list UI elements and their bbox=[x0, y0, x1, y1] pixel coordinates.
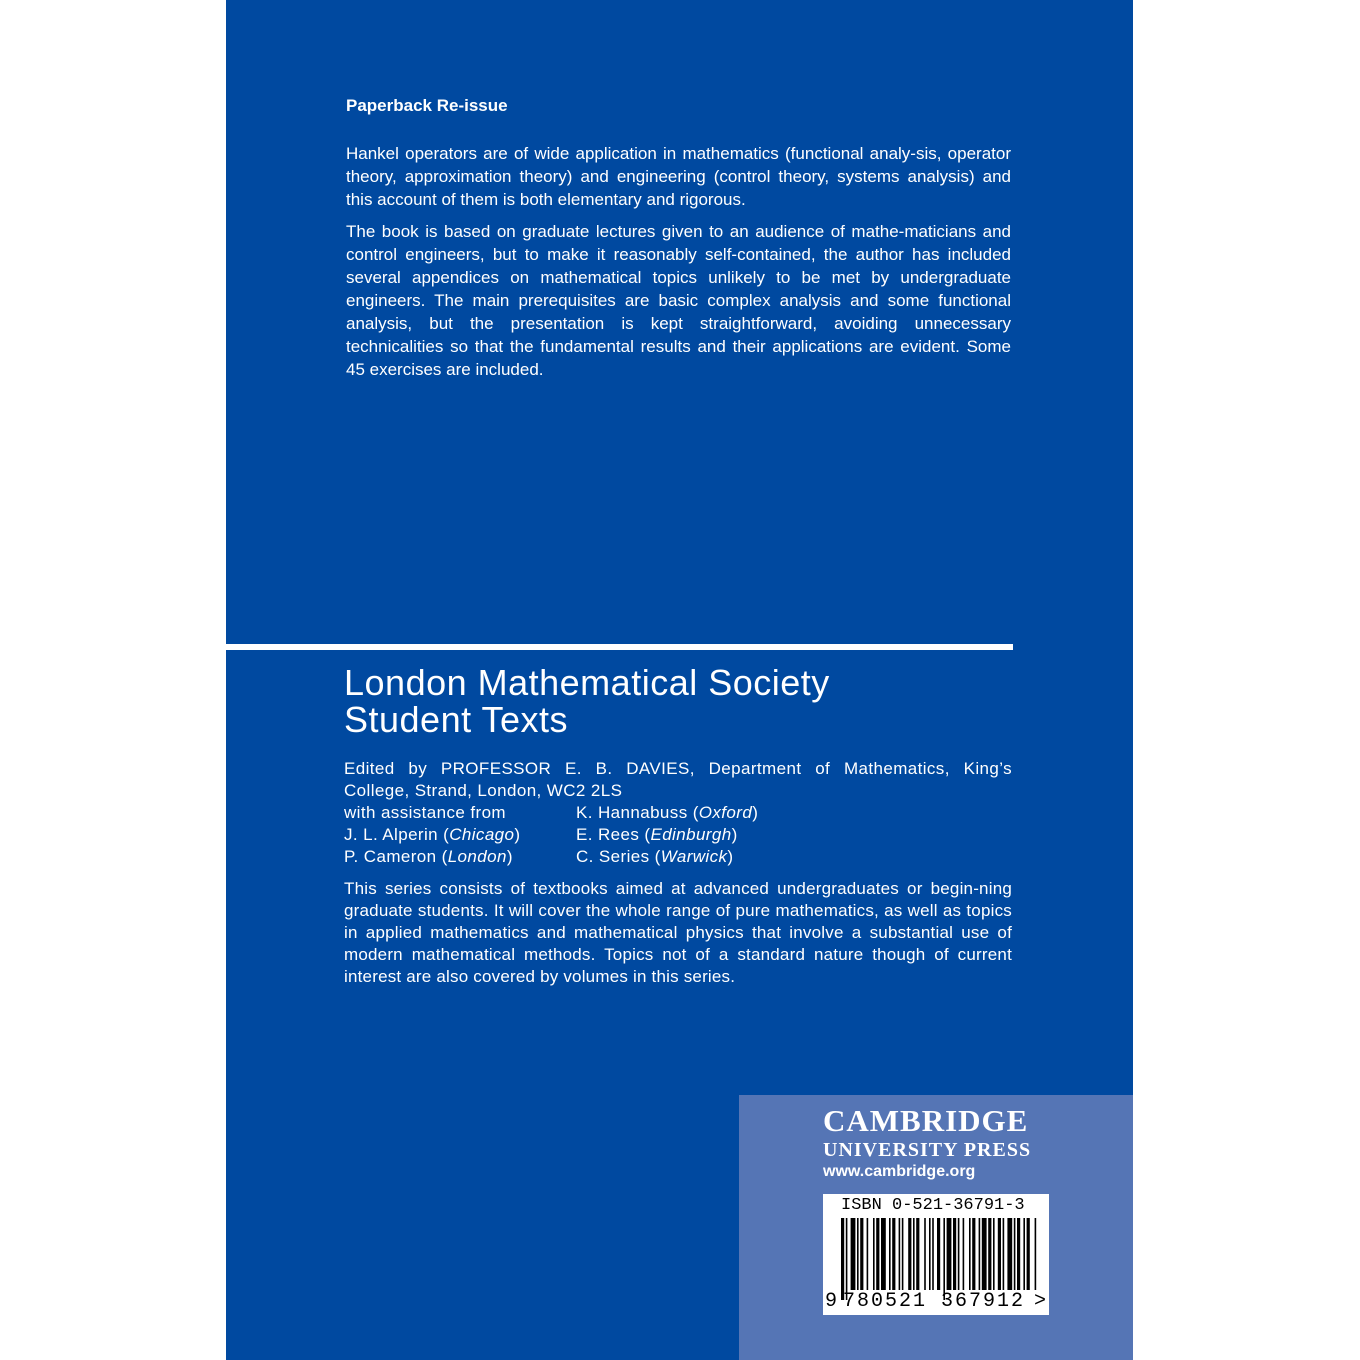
blurb-paragraph-2: The book is based on graduate lectures given to an audience of mathe-maticians and control engineers, but to make it reasonably self-contained, the author has included several appendices on mathematical topics unlikely to be met by undergraduate engineers. The main prerequisites are basic complex analysis and some functional analysis, but the presentation is kept straightforward, avoiding unnecessary technicalities so that the fundamental results and their applications are evident. Some 45 exercises are included. bbox=[346, 222, 1011, 379]
assistance-label: with assistance from bbox=[344, 803, 506, 822]
editor-entry: J. L. Alperin (Chicago) bbox=[344, 825, 521, 844]
editor-name: K. Hannabuss bbox=[576, 803, 688, 822]
editor-entry: C. Series (Warwick) bbox=[576, 847, 734, 866]
series-section bbox=[344, 664, 1012, 988]
editor-entry: E. Rees (Edinburgh) bbox=[576, 825, 738, 844]
barcode-group-1: 780521 bbox=[843, 1290, 928, 1313]
editor-row-1 bbox=[344, 802, 1012, 824]
editor-row-3 bbox=[344, 846, 1012, 868]
publisher-name: CAMBRIDGE bbox=[823, 1103, 1029, 1138]
publisher-subname: UNIVERSITY PRESS bbox=[823, 1139, 1032, 1161]
series-title bbox=[344, 664, 1012, 738]
reissue-label: Paperback Re-issue bbox=[346, 96, 508, 115]
editor-place: Edinburgh bbox=[650, 825, 732, 844]
editor-place: Warwick bbox=[660, 847, 728, 866]
barcode-arrow: > bbox=[1034, 1290, 1047, 1313]
blurb-section bbox=[346, 96, 1011, 390]
series-title-line-2: Student Texts bbox=[344, 699, 568, 740]
editor-place: Chicago bbox=[449, 825, 515, 844]
barcode-first-digit: 9 bbox=[825, 1290, 838, 1313]
barcode bbox=[823, 1194, 1049, 1315]
series-title-line-1: London Mathematical Society bbox=[344, 662, 830, 703]
edited-by-line-1: Edited by PROFESSOR E. B. DAVIES, Department of Mathematics, King’s bbox=[344, 759, 1012, 778]
isbn-label: ISBN 0-521-36791-3 bbox=[841, 1196, 1025, 1215]
series-description: This series consists of textbooks aimed at advanced undergraduates or begin-ning graduate students. It will cover the whole range of pure mathematics, as well as topics in applied mathematics and mathematical physics that involve a substantial use of modern mathematical methods. Topics not of a standard nature though of current interest are also covered by volumes in this series. bbox=[344, 879, 1012, 986]
editor-name: J. L. Alperin bbox=[344, 825, 439, 844]
back-cover bbox=[226, 0, 1133, 1360]
editor-name: E. Rees bbox=[576, 825, 640, 844]
blurb-paragraph-1: Hankel operators are of wide application in mathematics (functional analy-sis, operator theory, approximation theory) and engineering (control theory, systems analysis) and this account of them is both elementary and rigorous. bbox=[346, 144, 1011, 209]
editor-place: London bbox=[447, 847, 507, 866]
editor-entry: K. Hannabuss (Oxford) bbox=[576, 803, 759, 822]
edited-by-line-2: College, Strand, London, WC2 2LS bbox=[344, 781, 623, 800]
editor-row-2 bbox=[344, 824, 1012, 846]
publisher-website: www.cambridge.org bbox=[823, 1163, 976, 1180]
editor-name: P. Cameron bbox=[344, 847, 437, 866]
divider-rule bbox=[226, 644, 1013, 650]
editors-block bbox=[344, 758, 1012, 868]
editor-name: C. Series bbox=[576, 847, 650, 866]
barcode-group-2: 367912 bbox=[941, 1290, 1026, 1313]
editor-place: Oxford bbox=[698, 803, 753, 822]
editor-entry: P. Cameron (London) bbox=[344, 847, 513, 866]
publisher-panel bbox=[739, 1095, 1133, 1360]
